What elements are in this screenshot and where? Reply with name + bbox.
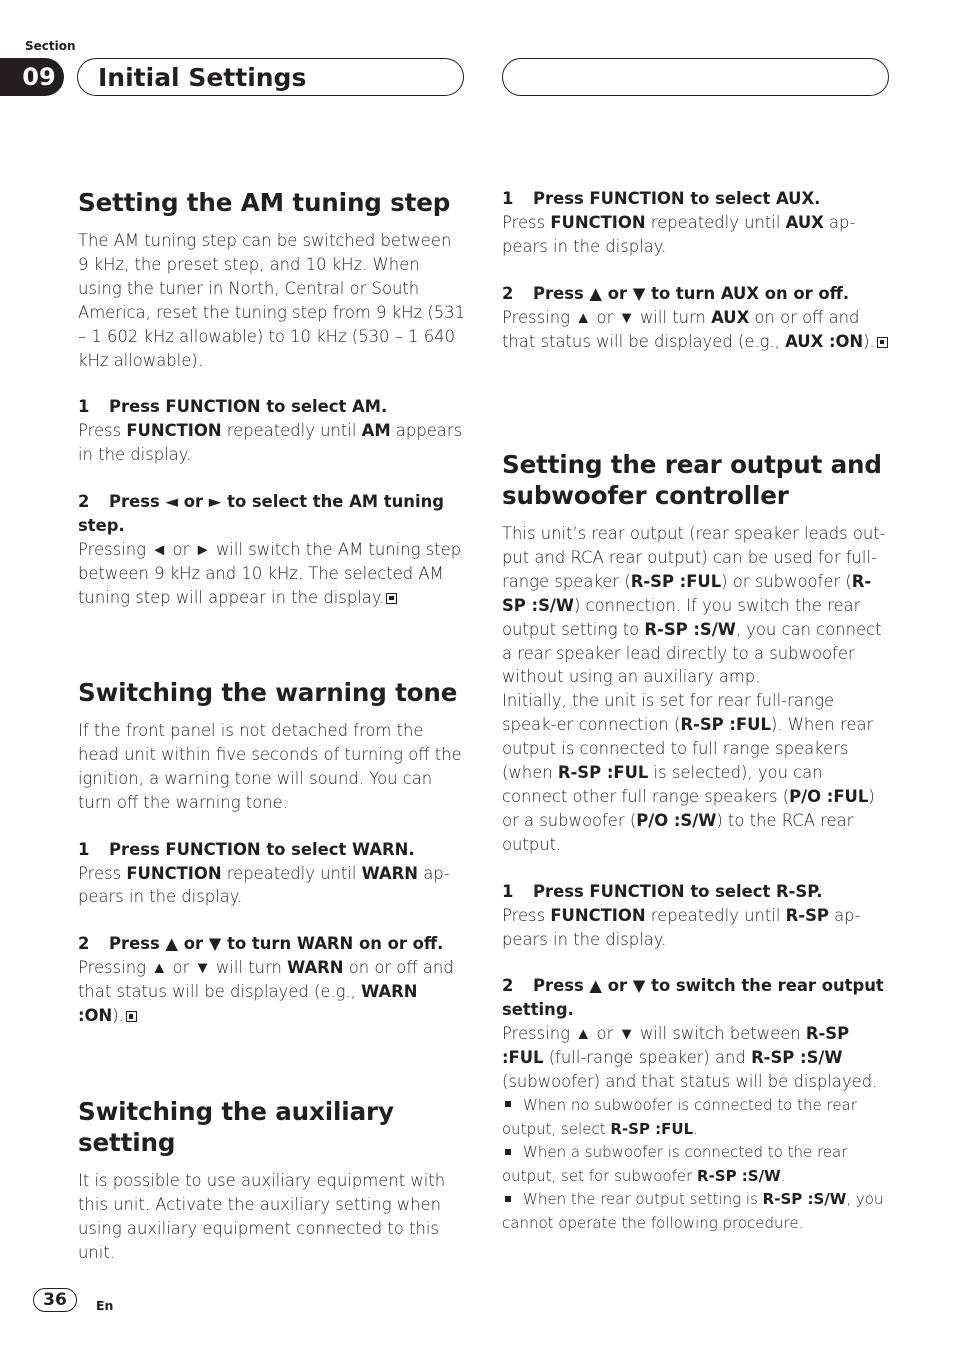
am-tuning-section	[78, 187, 466, 610]
end-mark-icon	[126, 1011, 137, 1022]
aux-step2-title: 2 Press ▲ or ▼ to turn AUX on or off.	[502, 283, 850, 303]
rear-heading: Setting the rear output and subwoofer controller	[502, 450, 882, 510]
bullet-icon	[505, 1196, 511, 1202]
rear-step2-body: Pressing ▲ or ▼ will switch between R-SP :FUL (full-range speaker) and R-SP :S/W (subwoofer) and that status will be displayed.	[502, 1024, 878, 1092]
rear-note-2: When a subwoofer is connected to the rear output, set for subwoofer R-SP :S/W.	[502, 1143, 848, 1185]
section-number-badge: 09	[0, 58, 64, 96]
auxiliary-section	[78, 1096, 466, 1265]
page-number: 36	[33, 1288, 77, 1312]
end-mark-icon	[877, 337, 888, 348]
am-step2-body: Pressing ◄ or ► will switch the AM tuning step between 9 kHz and 10 kHz. The selected AM tuning step will appear in the display.	[78, 539, 462, 607]
rear-output-section	[502, 449, 890, 1236]
warn-step2-title: 2 Press ▲ or ▼ to turn WARN on or off.	[78, 934, 444, 954]
rear-note-3: When the rear output setting is R-SP :S/W, you cannot operate the following procedure.	[502, 1190, 884, 1232]
rear-note-1: When no subwoofer is connected to the rear output, select R-SP :FUL.	[502, 1095, 857, 1138]
aux-intro: It is possible to use auxiliary equipment with this unit. Activate the auxiliary setting when using auxiliary equipment connected to this unit.	[78, 1171, 446, 1262]
am-intro: The AM tuning step can be switched between 9 kHz, the preset step, and 10 kHz. When using the tuner in North, Central or South America, reset the tuning step from 9 kHz (531 – 1 602 kHz allowable) to 10 kHz (530 – 1 640 kHz allowable).	[78, 231, 466, 370]
warning-tone-section	[78, 677, 466, 1028]
warn-intro: If the front panel is not detached from the head unit within five seconds of turning off the ignition, a warning tone will sound. You can turn off the warning tone.	[78, 721, 462, 812]
rear-para1: This unit’s rear output (rear speaker leads out-put and RCA rear output) can be used for full-range speaker (R-SP :FUL) or subwoofer (R-SP :S/W) connection. If you switch the rear output setting to R-SP :S/W, you can connect a rear speaker lead directly to a subwoofer without using an auxiliary amp.	[502, 524, 886, 687]
section-title-pill	[77, 58, 464, 96]
warn-step1-title: 1 Press FUNCTION to select WARN.	[78, 839, 415, 859]
aux-step2-body: Pressing ▲ or ▼ will turn AUX on or off and that status will be displayed (e.g., AUX :ON).	[502, 306, 890, 354]
warn-heading: Switching the warning tone	[78, 678, 458, 707]
am-step2-title: 2 Press ◄ or ► to select the AM tuning step.	[78, 492, 444, 536]
rear-step1-body: Press FUNCTION repeatedly until R-SP ap-pears in the display.	[502, 905, 861, 949]
bullet-icon	[505, 1149, 511, 1155]
section-title: Initial Settings	[98, 62, 307, 92]
aux-step1-body: Press FUNCTION repeatedly until AUX ap-pears in the display.	[502, 212, 856, 256]
end-mark-icon	[386, 593, 397, 604]
language-code: En	[96, 1298, 114, 1313]
warn-step2-body: Pressing ▲ or ▼ will turn WARN on or off and that status will be displayed (e.g., WARN :ON).	[78, 958, 454, 1026]
warn-step1-body: Press FUNCTION repeatedly until WARN ap-pears in the display.	[78, 863, 450, 907]
auxiliary-steps	[502, 187, 890, 353]
aux-heading: Switching the auxiliary setting	[78, 1097, 394, 1157]
aux-step1-title: 1 Press FUNCTION to select AUX.	[502, 189, 821, 208]
section-label: Section	[25, 39, 76, 53]
header-empty-pill	[502, 58, 889, 96]
am-step1-title: 1 Press FUNCTION to select AM.	[78, 397, 388, 417]
rear-step2-title: 2 Press ▲ or ▼ to switch the rear output setting.	[502, 976, 884, 1020]
rear-para2: Initially, the unit is set for rear full-range speak-er connection (R-SP :FUL). When rear output is connected to full range speakers (when R-SP :FUL is selected), you can connect other full range speakers (P/O :FUL) or a subwoofer (P/O :S/W) to the RCA rear output.	[502, 691, 875, 854]
am-heading: Setting the AM tuning step	[78, 188, 451, 217]
bullet-icon	[505, 1101, 511, 1107]
rear-step1-title: 1 Press FUNCTION to select R-SP.	[502, 881, 823, 901]
am-step1-body: Press FUNCTION repeatedly until AM appears in the display.	[78, 421, 463, 465]
